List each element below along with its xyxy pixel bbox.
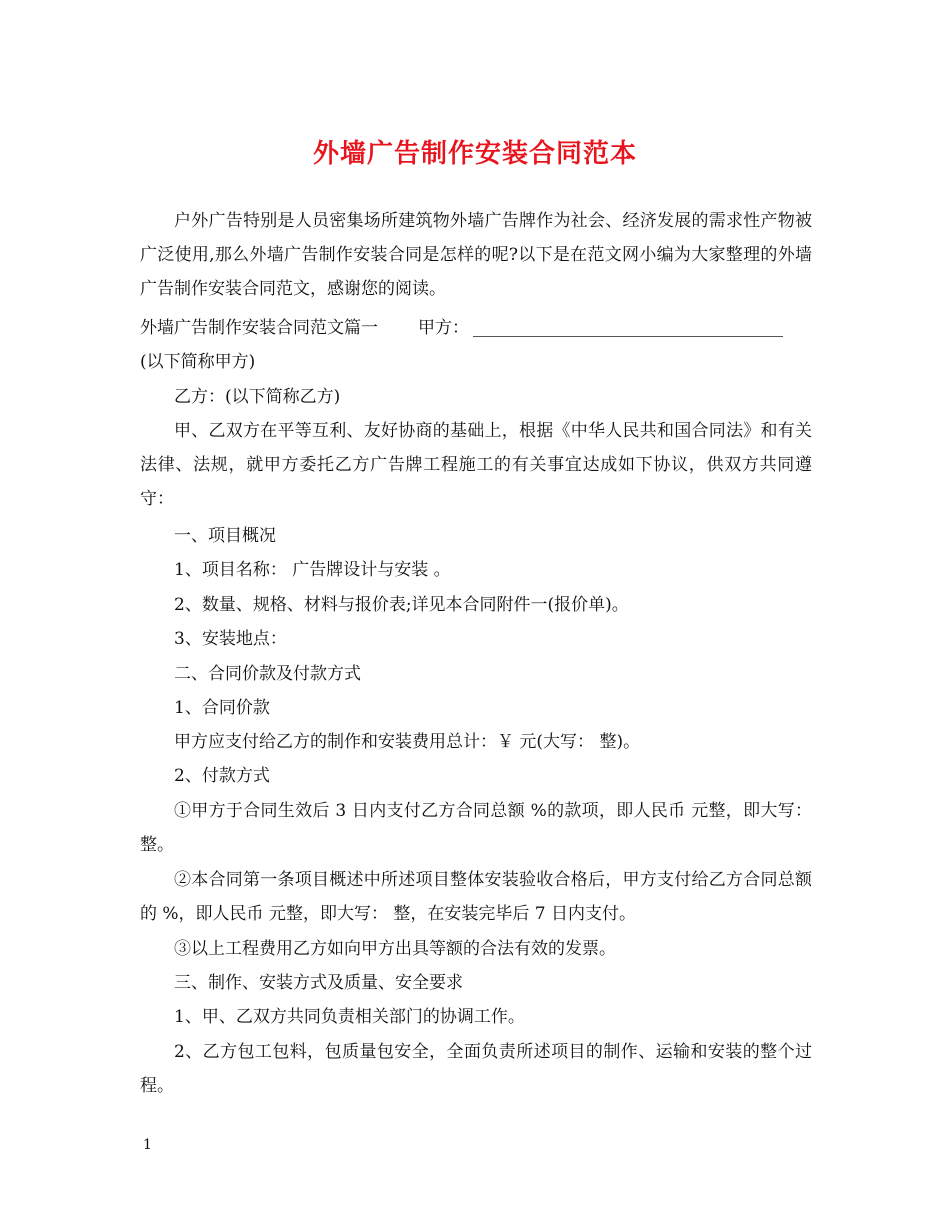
preamble-paragraph [140, 414, 812, 516]
intro-text: 户外广告特别是人员密集场所建筑物外墙广告牌作为社会、经济发展的需求性产物被广泛使用,那么外墙广告制作安装合同是怎样的呢?以下是在范文网小编为大家整理的外墙广告制作安装合同范文，感谢您的阅读。 [140, 211, 812, 299]
section-heading-line [140, 311, 783, 345]
section-3-title: 三、制作、安装方式及质量、安全要求 [174, 973, 463, 993]
item-1-3: 3、安装地点： [174, 629, 287, 649]
section-2-title: 二、合同价款及付款方式 [174, 664, 361, 684]
item-2-1: 1、合同价款 [174, 698, 270, 718]
party-a-label: 甲方： [418, 318, 469, 338]
party-a-note: (以下简称甲方) [140, 352, 256, 372]
item-1-2: 2、数量、规格、材料与报价表;详见本合同附件一(报价单)。 [174, 595, 629, 615]
intro-paragraph [140, 204, 812, 306]
section-heading: 外墙广告制作安装合同范文篇一 [140, 318, 378, 338]
section-1-title: 一、项目概况 [174, 526, 276, 546]
item-3-1: 1、甲、乙双方共同负责相关部门的协调工作。 [174, 1007, 525, 1027]
item-2-2: 2、付款方式 [174, 766, 270, 786]
payment-1-paragraph [140, 794, 812, 862]
item-3-2-paragraph [140, 1035, 812, 1103]
payment-3: ③以上工程费用乙方如向甲方出具等额的合法有效的发票。 [174, 939, 616, 959]
document-title: 外墙广告制作安装合同范本 [312, 139, 637, 169]
payment-1-text: ①甲方于合同生效后 3 日内支付乙方合同总额 %的款项，即人民币 元整，即大写： 整。 [140, 801, 812, 855]
item-3-2-text: 2、乙方包工包料，包质量包安全，全面负责所述项目的制作、运输和安装的整个过程。 [140, 1042, 812, 1096]
party-a-blank [473, 314, 783, 337]
party-b: 乙方：(以下简称乙方) [174, 387, 341, 407]
preamble-text: 甲、乙双方在平等互利、友好协商的基础上，根据《中华人民共和国合同法》和有关法律、法规，就甲方委托乙方广告牌工程施工的有关事宜达成如下协议，供双方共同遵守： [140, 421, 812, 509]
page-number: 1 [143, 1137, 152, 1153]
item-2-1-text: 甲方应支付给乙方的制作和安装费用总计：￥ 元(大写： 整)。 [174, 732, 641, 752]
payment-2-text: ②本合同第一条项目概述中所述项目整体安装验收合格后，甲方支付给乙方合同总额的 %，即人民币 元整，即大写： 整，在安装完毕后 7 日内支付。 [140, 870, 812, 924]
payment-2-paragraph [140, 863, 812, 931]
item-1-1: 1、项目名称： 广告牌设计与安装 。 [174, 560, 451, 580]
